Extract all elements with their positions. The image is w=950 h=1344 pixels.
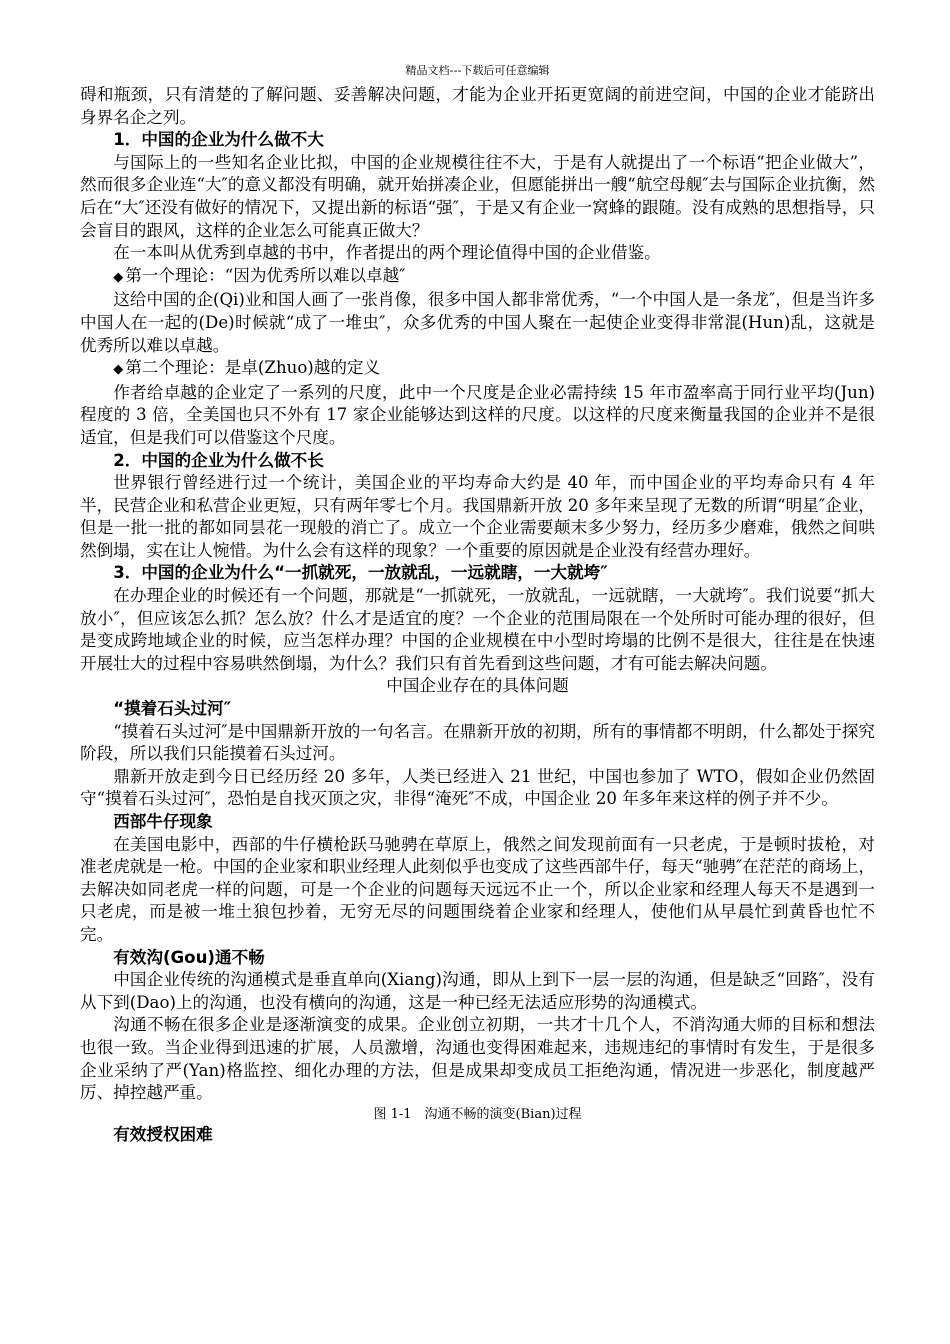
document-page [80,64,875,1146]
bullet-text: 第一个理论：“因为优秀所以难以卓越″ [125,265,406,285]
section-heading: 3．中国的企业为什么“一抓就死，一放就乱，一远就瞎，一大就垮″ [113,563,608,583]
body-paragraph: 世界银行曾经进行过一个统计，美国企业的平均寿命大约是 40 年，而中国企业的平均寿命只有 4 年半，民营企业和私营企业更短，只有两年零七个月。我国鼎新开放 20 多年来呈现了无数的所谓“明星″企业，但是一批一批的都如同昙花一现般的消亡了。成立一个企业需要颠末多少努力，经历多少磨难，俄然之间哄然倒塌，实在让人惋惜。为什么会有这样的现象？一个重要的原因就是企业没有经营办理好。 [80,473,875,560]
section-heading: 有效授权困难 [113,1124,213,1144]
body-paragraph: 在办理企业的时候还有一个问题，那就是“一抓就死，一放就乱，一远就瞎，一大就垮″。我们说要“抓大放小″，但应该怎么抓？怎么放？什么才是适宜的度？一个企业的范围局限在一个处所时可能办理的很好，但是变成跨地域企业的时候，应当怎样办理？中国的企业规模在中小型时垮塌的比例不是很大，往往是在快速开展壮大的过程中容易哄然倒塌，为什么？我们只有首先看到这些问题，才有可能去解决问题。 [80,586,875,673]
diamond-bullet-icon: ◆ [113,362,124,378]
body-paragraph: 在美国电影中，西部的牛仔横枪跃马驰骋在草原上，俄然之间发现前面有一只老虎，于是顿时拔枪，对准老虎就是一枪。中国的企业家和职业经理人此刻似乎也变成了这些西部牛仔，每天“驰骋″在茫茫的商场上，去解决如同老虎一样的问题，可是一个企业的问题每天远远不止一个，所以企业家和经理人每天不是遇到一只老虎，而是被一堆土狼包抄着，无穷无尽的问题围绕着企业家和经理人，使他们从早晨忙到黄昏也忙不完。 [80,834,875,944]
body-paragraph: “摸着石头过河″是中国鼎新开放的一句名言。在鼎新开放的初期，所有的事情都不明朗，什么都处于探究阶段，所以我们只能摸着石头过河。 [80,721,875,764]
chapter-title: 中国企业存在的具体问题 [386,676,569,696]
section-heading: 1．中国的企业为什么做不大 [113,130,324,150]
body-paragraph: 作者给卓越的企业定了一系列的尺度，此中一个尺度是企业必需持续 15 年市盈率高于同行业平均(Jun)程度的 3 倍，全美国也只不外有 17 家企业能够达到这样的尺度。以这样的尺度来衡量我国的企业并不是很适宜，但是我们可以借鉴这个尺度。 [80,382,875,447]
section-heading: 西部牛仔现象 [113,812,213,831]
body-paragraph: 中国企业传统的沟通模式是垂直单向(Xiang)沟通，即从上到下一层一层的沟通，但是缺乏“回路″，没有从下到(Dao)上的沟通，也没有横向的沟通，这是一种已经无法适应形势的沟通模式。 [80,970,875,1012]
diamond-bullet-icon: ◆ [113,269,124,285]
bullet-text: 第二个理论：是卓(Zhuo)越的定义 [125,358,381,378]
bullet-item [80,265,875,290]
section-heading: 2．中国的企业为什么做不长 [113,450,324,470]
body-paragraph: 沟通不畅在很多企业是逐渐演变的成果。企业创立初期，一共才十几个人，不消沟通大师的目标和想法也很一致。当企业得到迅速的扩展，人员激增，沟通也变得困难起来，违规违纪的事情时有发生，于是很多企业采纳了严(Yan)格监控、细化办理的方法，但是成果却变成员工拒绝沟通，情况进一步恶化，制度越严厉、掉控越严重。 [80,1015,875,1103]
body-paragraph: 这给中国的企(Qi)业和国人画了一张肖像，很多中国人都非常优秀，“一个中国人是一条龙″，但是当许多中国人在一起的(De)时候就“成了一堆虫″，众多优秀的中国人聚在一起使企业变得非常混(Hun)乱，这就是优秀所以难以卓越。 [80,290,875,355]
body-paragraph: 鼎新开放走到今日已经历经 20 多年，人类已经进入 21 世纪，中国也参加了 WTO，假如企业仍然固守“摸着石头过河″，恐怕是自找灭顶之灾，非得“淹死″不成，中国企业 20 年多年来这样的例子并不少。 [80,766,875,809]
section-heading: “摸着石头过河″ [113,699,232,719]
bullet-item [80,357,875,382]
page-header: 精品文档---下载后可任意编辑 [405,64,550,77]
body-paragraph: 与国际上的一些知名企业比拟，中国的企业规模往往不大，于是有人就提出了一个标语“把企业做大”，然而很多企业连“大″的意义都没有明确，就开始拼凑企业，但愿能拼出一艘“航空母舰″去与国际企业抗衡，然后在“大″还没有做好的情况下，又提出新的标语“强″，于是又有企业一窝蜂的跟随。没有成熟的思想指导，只会盲目的跟风，这样的企业怎么可能真正做大？ [80,152,875,240]
body-paragraph: 在一本叫从优秀到卓越的书中，作者提出的两个理论值得中国的企业借鉴。 [113,243,661,263]
figure-caption: 图 1-1 沟通不畅的演变(Bian)过程 [373,1106,582,1122]
body-paragraph: 碍和瓶颈，只有清楚的了解问题、妥善解决问题，才能为企业开拓更宽阔的前进空间，中国的企业才能跻出身界名企之列。 [80,85,875,127]
section-heading: 有效沟(Gou)通不畅 [113,947,265,967]
